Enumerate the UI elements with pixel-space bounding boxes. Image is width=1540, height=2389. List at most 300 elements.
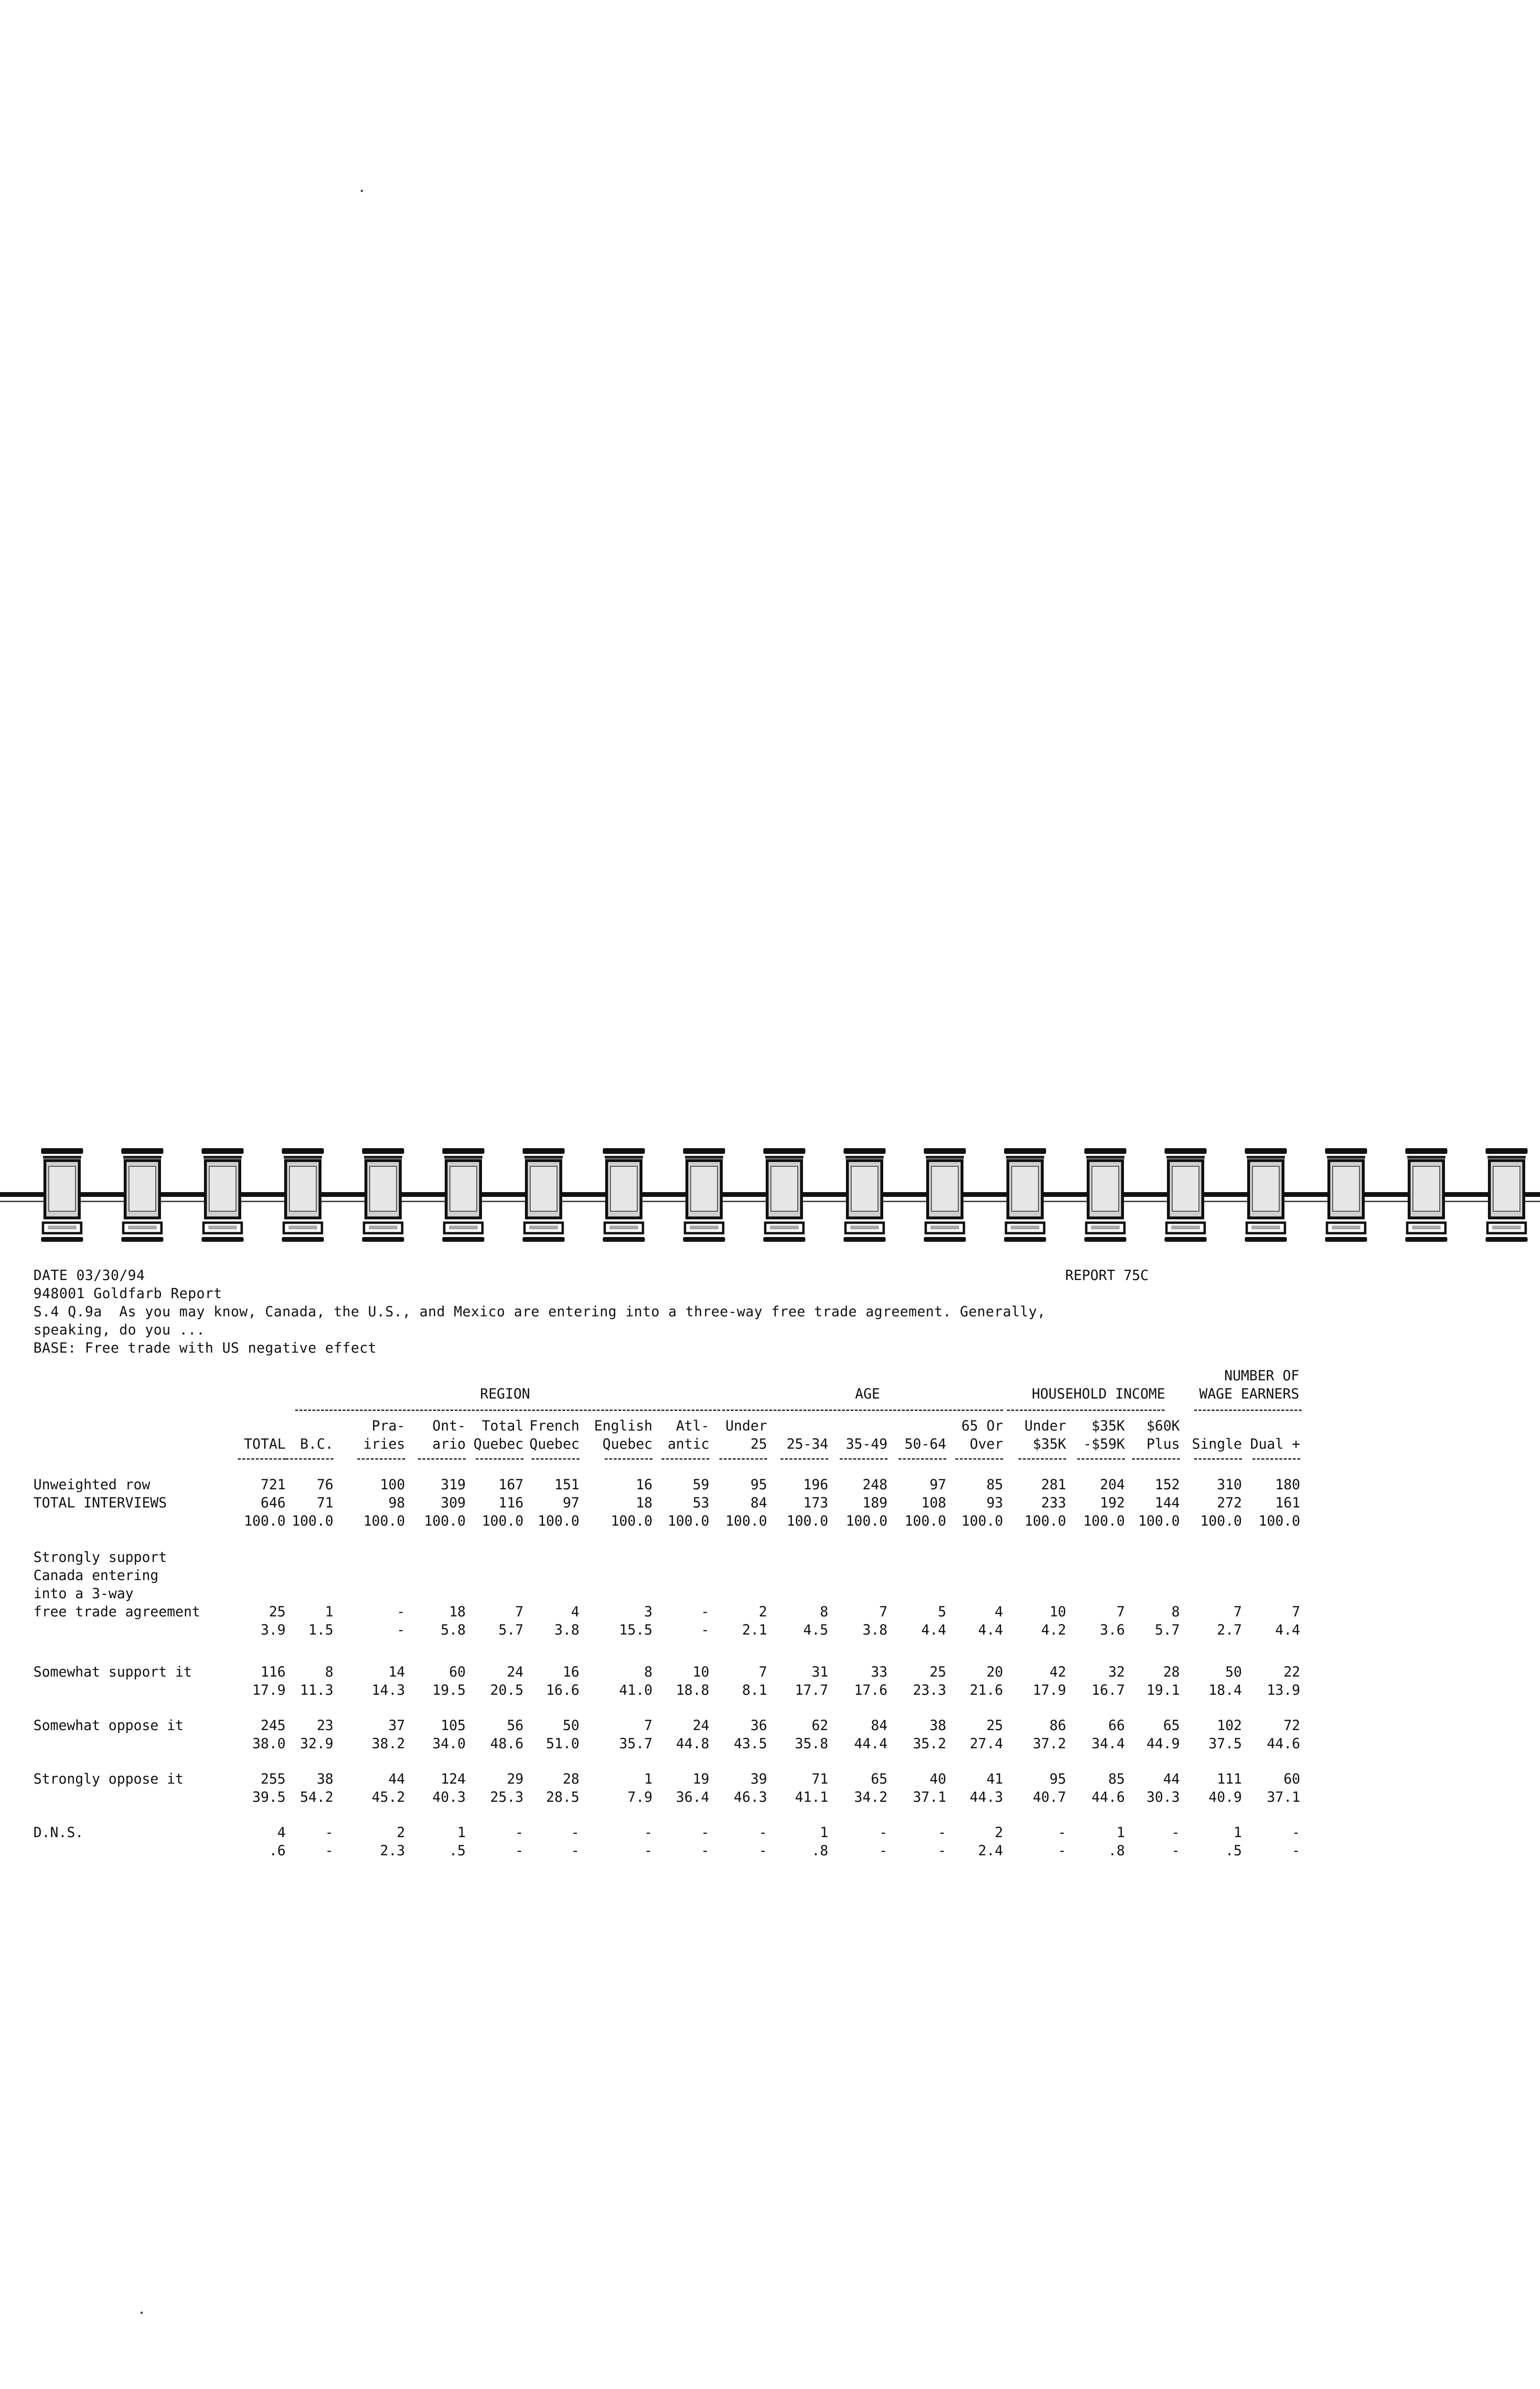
cell-count: -: [396, 1603, 405, 1620]
column-header-line1: English: [594, 1418, 652, 1434]
column-header: -$59K: [1083, 1436, 1125, 1452]
column-header-line1: Under: [725, 1418, 767, 1434]
base-cell-weighted: 161: [1275, 1495, 1300, 1511]
cell-percent: -: [515, 1842, 524, 1859]
cell-count: -: [701, 1603, 709, 1620]
cell-percent: .8: [812, 1842, 828, 1859]
cell-count: 50: [563, 1717, 579, 1733]
base-cell-unweighted: 721: [260, 1476, 286, 1493]
cell-count: 22: [1283, 1664, 1300, 1680]
cell-count: 255: [260, 1771, 286, 1787]
base-cell-percent: 100.0: [291, 1513, 333, 1529]
base-cell-weighted: 108: [921, 1495, 946, 1511]
scan-speck: [361, 190, 363, 192]
cell-percent: 8.1: [742, 1682, 767, 1698]
row-label: free trade agreement: [33, 1603, 201, 1620]
banner-wage-earners-line2: WAGE EARNERS: [1199, 1386, 1299, 1402]
cell-count: 1: [457, 1824, 466, 1840]
cell-percent: 4.5: [803, 1622, 828, 1638]
cell-count: 33: [871, 1664, 888, 1680]
cell-count: 2: [396, 1824, 405, 1840]
cell-percent: 46.3: [734, 1789, 767, 1805]
column-header-rule: [1194, 1458, 1242, 1460]
cell-percent: 27.4: [970, 1735, 1003, 1752]
cell-count: 18: [449, 1603, 466, 1620]
cell-count: 95: [1049, 1771, 1066, 1787]
cell-count: 8: [644, 1664, 652, 1680]
cell-percent: .5: [449, 1842, 466, 1859]
base-cell-percent: 100.0: [1024, 1513, 1066, 1529]
cell-count: 20: [986, 1664, 1003, 1680]
cell-count: 4: [277, 1824, 286, 1840]
cell-count: 14: [388, 1664, 405, 1680]
cell-percent: 35.7: [619, 1735, 652, 1752]
base-cell-weighted: 189: [862, 1495, 888, 1511]
column-header: 35-49: [845, 1436, 888, 1452]
cell-count: 19: [693, 1771, 709, 1787]
cell-percent: 43.5: [734, 1735, 767, 1752]
cell-count: 36: [750, 1717, 767, 1733]
cell-percent: 41.1: [795, 1789, 828, 1805]
column-header: antic: [667, 1436, 709, 1452]
base-cell-percent: 100.0: [363, 1513, 405, 1529]
row-label: Strongly support: [33, 1549, 167, 1565]
cell-percent: 40.9: [1208, 1789, 1242, 1805]
cell-percent: 3.9: [260, 1622, 286, 1638]
column-header-rule: [955, 1458, 1003, 1460]
cell-count: 8: [325, 1664, 333, 1680]
cell-count: -: [325, 1824, 333, 1840]
cell-percent: 44.9: [1146, 1735, 1180, 1752]
base-cell-unweighted: 95: [750, 1476, 767, 1493]
cell-percent: 18.4: [1208, 1682, 1242, 1698]
cell-count: 38: [317, 1771, 333, 1787]
cell-percent: -: [644, 1842, 652, 1859]
cell-count: -: [879, 1824, 888, 1840]
cell-count: 7: [1233, 1603, 1242, 1620]
column-header: Quebec: [529, 1436, 579, 1452]
base-cell-percent: 100.0: [845, 1513, 888, 1529]
cell-percent: 3.8: [862, 1622, 888, 1638]
cell-percent: 20.5: [490, 1682, 524, 1698]
cell-percent: 35.2: [913, 1735, 946, 1752]
column-header-rule: [605, 1458, 652, 1460]
base-cell-weighted: 233: [1041, 1495, 1066, 1511]
base-cell-percent: 100.0: [904, 1513, 946, 1529]
cell-count: 105: [440, 1717, 466, 1733]
cell-percent: 4.2: [1041, 1622, 1066, 1638]
cell-percent: 13.9: [1267, 1682, 1300, 1698]
report-date: DATE 03/30/94: [33, 1267, 145, 1283]
cell-count: 24: [507, 1664, 524, 1680]
cell-percent: 19.5: [432, 1682, 466, 1698]
cell-count: 124: [440, 1771, 466, 1787]
cell-percent: 38.2: [372, 1735, 405, 1752]
cell-percent: 15.5: [619, 1622, 652, 1638]
row-label: Canada entering: [33, 1567, 159, 1583]
column-header-line1: French: [529, 1418, 579, 1434]
cell-count: 24: [693, 1717, 709, 1733]
column-header-line1: 65 Or: [961, 1418, 1003, 1434]
base-cell-percent: 100.0: [1200, 1513, 1242, 1529]
cell-count: 4: [995, 1603, 1003, 1620]
column-header-rule: [418, 1458, 466, 1460]
base-cell-unweighted: 151: [554, 1476, 579, 1493]
cell-count: 62: [812, 1717, 828, 1733]
column-header: ario: [432, 1436, 466, 1452]
column-header: iries: [363, 1436, 405, 1452]
base-label-unweighted: Unweighted row: [33, 1476, 150, 1493]
banner-wage-earners-line1: NUMBER OF: [1224, 1367, 1299, 1384]
cell-percent: -: [325, 1842, 333, 1859]
column-header-line1: Atl-: [676, 1418, 709, 1434]
cell-count: 7: [759, 1664, 767, 1680]
row-label: Strongly oppose it: [33, 1771, 184, 1787]
cell-percent: -: [759, 1842, 767, 1859]
cell-count: 25: [930, 1664, 946, 1680]
cell-percent: 36.4: [676, 1789, 709, 1805]
base-cell-unweighted: 100: [380, 1476, 405, 1493]
row-label: Somewhat support it: [33, 1664, 192, 1680]
cell-count: 245: [260, 1717, 286, 1733]
cell-percent: 3.8: [554, 1622, 579, 1638]
base-cell-percent: 100.0: [786, 1513, 828, 1529]
cell-count: 2: [759, 1603, 767, 1620]
base-cell-percent: 100.0: [961, 1513, 1003, 1529]
column-header-rule: [1018, 1458, 1066, 1460]
age-rule: [722, 1410, 1003, 1411]
cell-percent: 34.4: [1091, 1735, 1125, 1752]
column-header-line1: $60K: [1146, 1418, 1180, 1434]
cell-count: 102: [1217, 1717, 1242, 1733]
report-number: REPORT 75C: [1065, 1267, 1149, 1283]
base-cell-weighted: 116: [498, 1495, 524, 1511]
cell-percent: 44.6: [1267, 1735, 1300, 1752]
cell-percent: 28.5: [546, 1789, 579, 1805]
cell-count: 5: [938, 1603, 946, 1620]
banner-region: REGION: [480, 1386, 530, 1402]
cell-percent: 4.4: [1275, 1622, 1300, 1638]
base-cell-unweighted: 85: [986, 1476, 1003, 1493]
cell-percent: -: [1171, 1842, 1180, 1859]
cell-count: 28: [563, 1771, 579, 1787]
base-label-total: TOTAL INTERVIEWS: [33, 1495, 167, 1511]
base-cell-unweighted: 248: [862, 1476, 888, 1493]
base-cell-percent: 100.0: [725, 1513, 767, 1529]
column-header: TOTAL: [244, 1436, 286, 1452]
column-header-rule: [357, 1458, 405, 1460]
cell-percent: 39.5: [252, 1789, 286, 1805]
banner-household-income: HOUSEHOLD INCOME: [1032, 1386, 1166, 1402]
cell-count: 1: [820, 1824, 828, 1840]
column-header-line1: $35K: [1091, 1418, 1125, 1434]
base-cell-weighted: 144: [1155, 1495, 1180, 1511]
cell-count: 7: [515, 1603, 524, 1620]
cell-count: 16: [563, 1664, 579, 1680]
cell-percent: 19.1: [1146, 1682, 1180, 1698]
cell-percent: 11.3: [300, 1682, 333, 1698]
base-cell-percent: 100.0: [1083, 1513, 1125, 1529]
column-header: 25: [750, 1436, 767, 1452]
cell-percent: -: [396, 1622, 405, 1638]
base-cell-unweighted: 97: [930, 1476, 946, 1493]
cell-percent: 18.8: [676, 1682, 709, 1698]
column-header: Single: [1192, 1436, 1242, 1452]
column-header: Quebec: [602, 1436, 652, 1452]
cell-count: -: [1171, 1824, 1180, 1840]
column-header: Dual +: [1250, 1436, 1300, 1452]
cell-count: 50: [1225, 1664, 1242, 1680]
column-header-rule: [898, 1458, 946, 1460]
cell-percent: -: [1292, 1842, 1300, 1859]
cell-percent: .8: [1108, 1842, 1125, 1859]
column-header-rule: [1132, 1458, 1180, 1460]
cell-count: 8: [1171, 1603, 1180, 1620]
cell-percent: 5.7: [498, 1622, 524, 1638]
base-cell-unweighted: 196: [803, 1476, 828, 1493]
cell-count: 60: [449, 1664, 466, 1680]
cell-percent: 30.3: [1146, 1789, 1180, 1805]
base-cell-weighted: 272: [1217, 1495, 1242, 1511]
base-cell-unweighted: 180: [1275, 1476, 1300, 1493]
column-header-rule: [476, 1458, 524, 1460]
cell-percent: 48.6: [490, 1735, 524, 1752]
cell-percent: 25.3: [490, 1789, 524, 1805]
column-header-rule: [532, 1458, 579, 1460]
column-header-line1: Pra-: [372, 1418, 405, 1434]
cell-percent: 40.7: [1033, 1789, 1066, 1805]
cell-count: 29: [507, 1771, 524, 1787]
base-cell-unweighted: 204: [1100, 1476, 1125, 1493]
cell-percent: 51.0: [546, 1735, 579, 1752]
cell-count: 1: [1233, 1824, 1242, 1840]
row-label: Somewhat oppose it: [33, 1717, 184, 1733]
cell-percent: 2.1: [742, 1622, 767, 1638]
base-cell-weighted: 98: [388, 1495, 405, 1511]
cell-count: 38: [930, 1717, 946, 1733]
cell-percent: 17.6: [854, 1682, 888, 1698]
cell-percent: 17.9: [252, 1682, 286, 1698]
cell-count: 39: [750, 1771, 767, 1787]
column-header-rule: [719, 1458, 767, 1460]
cell-count: -: [938, 1824, 946, 1840]
cell-percent: 37.5: [1208, 1735, 1242, 1752]
cell-count: 8: [820, 1603, 828, 1620]
cell-count: 116: [260, 1664, 286, 1680]
cell-count: 31: [812, 1664, 828, 1680]
column-header-rule: [781, 1458, 828, 1460]
base-cell-unweighted: 152: [1155, 1476, 1180, 1493]
cell-percent: 5.7: [1155, 1622, 1180, 1638]
cell-count: -: [1292, 1824, 1300, 1840]
cell-percent: 32.9: [300, 1735, 333, 1752]
column-header: 25-34: [786, 1436, 828, 1452]
column-header-rule: [238, 1458, 286, 1460]
cell-count: 10: [1049, 1603, 1066, 1620]
column-header: Quebec: [473, 1436, 524, 1452]
base-cell-weighted: 71: [317, 1495, 333, 1511]
column-header-rule: [1077, 1458, 1125, 1460]
column-header-line1: Ont-: [432, 1418, 466, 1434]
cell-percent: 35.8: [795, 1735, 828, 1752]
cell-percent: -: [701, 1622, 709, 1638]
column-header-rule: [840, 1458, 888, 1460]
base-cell-weighted: 18: [636, 1495, 652, 1511]
cell-count: 3: [644, 1603, 652, 1620]
cell-percent: 4.4: [921, 1622, 946, 1638]
cell-percent: .5: [1225, 1842, 1242, 1859]
cell-count: -: [701, 1824, 709, 1840]
column-header: Over: [970, 1436, 1003, 1452]
cell-percent: -: [938, 1842, 946, 1859]
cell-count: 84: [871, 1717, 888, 1733]
row-label: D.N.S.: [33, 1824, 84, 1840]
cell-percent: 16.6: [546, 1682, 579, 1698]
column-header-rule: [662, 1458, 709, 1460]
cell-count: 23: [317, 1717, 333, 1733]
cell-count: 72: [1283, 1717, 1300, 1733]
cell-percent: 21.6: [970, 1682, 1003, 1698]
cell-count: 37: [388, 1717, 405, 1733]
cell-count: 44: [388, 1771, 405, 1787]
row-label: into a 3-way: [33, 1585, 134, 1602]
cell-count: 65: [871, 1771, 888, 1787]
base-cell-unweighted: 76: [317, 1476, 333, 1493]
base-cell-weighted: 309: [440, 1495, 466, 1511]
cell-count: 111: [1217, 1771, 1242, 1787]
column-header: 50-64: [904, 1436, 946, 1452]
base-cell-percent: 100.0: [667, 1513, 709, 1529]
base-cell-weighted: 84: [750, 1495, 767, 1511]
cell-count: 86: [1049, 1717, 1066, 1733]
cell-count: 7: [1292, 1603, 1300, 1620]
cell-percent: 45.2: [372, 1789, 405, 1805]
cell-count: 40: [930, 1771, 946, 1787]
cell-count: 7: [879, 1603, 888, 1620]
cell-percent: 14.3: [372, 1682, 405, 1698]
cell-percent: -: [1058, 1842, 1066, 1859]
region-rule: [295, 1410, 720, 1411]
base-cell-weighted: 173: [803, 1495, 828, 1511]
base-description: BASE: Free trade with US negative effect: [33, 1340, 377, 1356]
cell-percent: -: [701, 1842, 709, 1859]
cell-count: 65: [1163, 1717, 1180, 1733]
cell-count: 4: [571, 1603, 579, 1620]
cell-count: 1: [325, 1603, 333, 1620]
cell-percent: 44.3: [970, 1789, 1003, 1805]
base-cell-weighted: 93: [986, 1495, 1003, 1511]
column-header: $35K: [1033, 1436, 1066, 1452]
base-cell-weighted: 646: [260, 1495, 286, 1511]
column-header-rule: [1252, 1458, 1300, 1460]
cell-count: -: [571, 1824, 579, 1840]
cell-count: 7: [1116, 1603, 1125, 1620]
cell-count: -: [515, 1824, 524, 1840]
cell-percent: 37.1: [913, 1789, 946, 1805]
base-cell-unweighted: 16: [636, 1476, 652, 1493]
cell-percent: 17.9: [1033, 1682, 1066, 1698]
study-title: 948001 Goldfarb Report: [33, 1285, 223, 1302]
cell-count: 2: [995, 1824, 1003, 1840]
cell-count: -: [644, 1824, 652, 1840]
cell-count: 66: [1108, 1717, 1125, 1733]
cell-count: 85: [1108, 1771, 1125, 1787]
cell-count: 41: [986, 1771, 1003, 1787]
cell-percent: 34.0: [432, 1735, 466, 1752]
cell-percent: 37.2: [1033, 1735, 1066, 1752]
base-cell-percent: 100.0: [1138, 1513, 1180, 1529]
cell-percent: 2.4: [978, 1842, 1003, 1859]
cell-percent: 7.9: [627, 1789, 652, 1805]
cell-count: -: [759, 1824, 767, 1840]
cell-percent: 1.5: [308, 1622, 333, 1638]
cell-count: 32: [1108, 1664, 1125, 1680]
cell-percent: -: [571, 1842, 579, 1859]
cell-percent: 16.7: [1091, 1682, 1125, 1698]
base-cell-percent: 100.0: [244, 1513, 286, 1529]
scan-speck: [140, 2312, 143, 2314]
cell-percent: 44.4: [854, 1735, 888, 1752]
cell-percent: 5.8: [440, 1622, 466, 1638]
column-header-rule: [286, 1458, 333, 1460]
cell-percent: 2.3: [380, 1842, 405, 1859]
column-header-line1: Under: [1024, 1418, 1066, 1434]
base-cell-unweighted: 310: [1217, 1476, 1242, 1493]
column-header: B.C.: [300, 1436, 333, 1452]
base-cell-percent: 100.0: [424, 1513, 466, 1529]
base-cell-unweighted: 319: [440, 1476, 466, 1493]
cell-percent: 17.7: [795, 1682, 828, 1698]
cell-count: 44: [1163, 1771, 1180, 1787]
cell-count: 28: [1163, 1664, 1180, 1680]
base-cell-unweighted: 281: [1041, 1476, 1066, 1493]
cell-count: 56: [507, 1717, 524, 1733]
cell-percent: 44.6: [1091, 1789, 1125, 1805]
cell-percent: 34.2: [854, 1789, 888, 1805]
base-cell-percent: 100.0: [481, 1513, 524, 1529]
cell-count: 71: [812, 1771, 828, 1787]
cell-count: 7: [644, 1717, 652, 1733]
cell-count: 1: [1116, 1824, 1125, 1840]
cell-percent: 4.4: [978, 1622, 1003, 1638]
cell-percent: 38.0: [252, 1735, 286, 1752]
base-cell-percent: 100.0: [1258, 1513, 1300, 1529]
base-cell-weighted: 97: [563, 1495, 579, 1511]
column-header-line1: Total: [481, 1418, 524, 1434]
cell-percent: 23.3: [913, 1682, 946, 1698]
cell-percent: -: [879, 1842, 888, 1859]
banner-age: AGE: [855, 1386, 880, 1402]
base-cell-percent: 100.0: [610, 1513, 652, 1529]
income-rule: [1007, 1410, 1165, 1411]
question-text-line1: S.4 Q.9a As you may know, Canada, the U.S., and Mexico are entering into a three-way free trade agreement. Generally,: [33, 1303, 1046, 1320]
cell-percent: 3.6: [1100, 1622, 1125, 1638]
cell-count: 10: [693, 1664, 709, 1680]
cell-count: 25: [986, 1717, 1003, 1733]
cell-count: 1: [644, 1771, 652, 1787]
base-cell-unweighted: 59: [693, 1476, 709, 1493]
cell-count: 25: [269, 1603, 286, 1620]
cell-count: 42: [1049, 1664, 1066, 1680]
cell-percent: 44.8: [676, 1735, 709, 1752]
question-text-line2: speaking, do you ...: [33, 1322, 205, 1338]
cell-count: -: [1058, 1824, 1066, 1840]
cell-percent: 41.0: [619, 1682, 652, 1698]
cell-percent: 54.2: [300, 1789, 333, 1805]
cell-percent: 2.7: [1217, 1622, 1242, 1638]
base-cell-weighted: 53: [693, 1495, 709, 1511]
cell-count: 60: [1283, 1771, 1300, 1787]
